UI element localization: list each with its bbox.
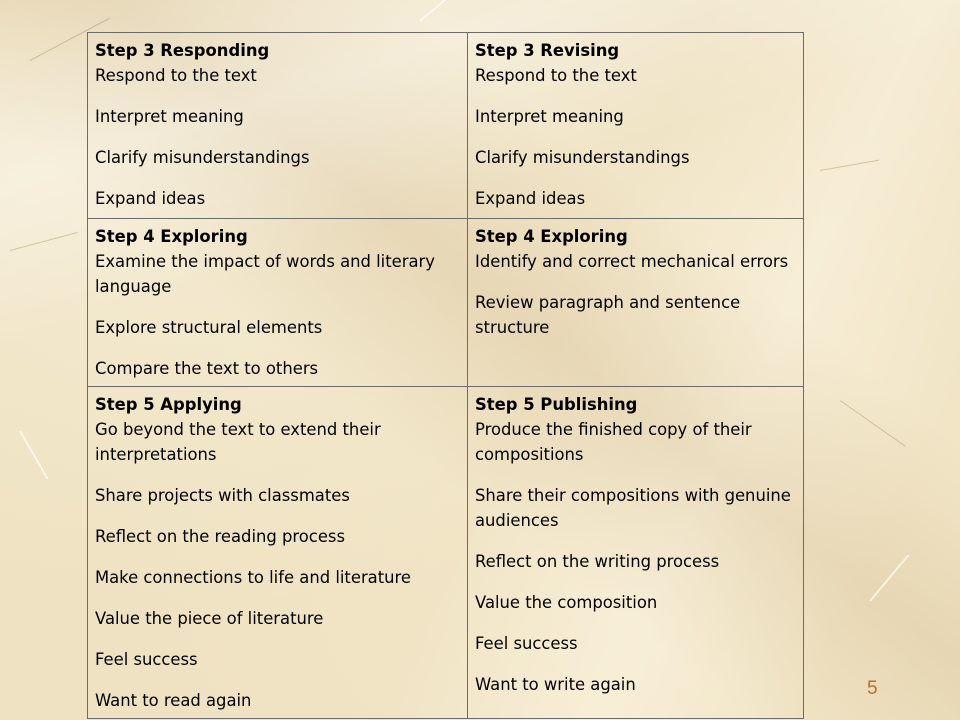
table-row — [88, 33, 804, 219]
comparison-table — [87, 32, 804, 719]
list-item: Respond to the text — [475, 66, 637, 85]
list-item: Want to write again — [475, 675, 636, 694]
cell-heading: Step 4 Exploring — [95, 227, 248, 246]
list-item: Review paragraph and sentence structure — [475, 293, 741, 337]
cell-heading: Step 3 Revising — [475, 41, 620, 60]
list-item: Respond to the text — [95, 66, 257, 85]
cell-heading: Step 5 Publishing — [475, 395, 638, 414]
paper-fiber — [869, 554, 909, 601]
list-item: Share their compositions with genuine audiences — [475, 486, 791, 530]
list-item: Interpret meaning — [475, 107, 624, 126]
table-cell-reading — [88, 33, 468, 219]
list-item: Share projects with classmates — [95, 486, 350, 505]
cell-heading: Step 4 Exploring — [475, 227, 628, 246]
list-item: Reflect on the writing process — [475, 552, 720, 571]
list-item: Value the composition — [475, 593, 658, 612]
list-item: Feel success — [95, 650, 198, 669]
list-item: Produce the finished copy of their compositions — [475, 420, 752, 464]
list-item: Compare the text to others — [95, 359, 319, 378]
paper-fiber — [820, 160, 879, 171]
list-item: Feel success — [475, 634, 578, 653]
list-item: Examine the impact of words and literary language — [95, 252, 435, 296]
paper-fiber — [419, 0, 474, 22]
list-item: Go beyond the text to extend their interpretations — [95, 420, 381, 464]
table-cell-reading — [88, 219, 468, 387]
table-cell-writing — [468, 33, 804, 219]
list-item: Expand ideas — [95, 189, 206, 208]
table-cell-writing — [468, 387, 804, 719]
cell-heading: Step 5 Applying — [95, 395, 242, 414]
list-item: Expand ideas — [475, 189, 586, 208]
paper-fiber — [10, 232, 78, 251]
list-item: Explore structural elements — [95, 318, 323, 337]
list-item: Value the piece of literature — [95, 609, 324, 628]
list-item: Identify and correct mechanical errors — [475, 252, 789, 271]
slide-number: 5 — [867, 678, 878, 699]
list-item: Clarify misunderstandings — [475, 148, 690, 167]
list-item: Interpret meaning — [95, 107, 244, 126]
table-row — [88, 219, 804, 387]
paper-fiber — [840, 400, 906, 447]
table-cell-reading — [88, 387, 468, 719]
table-row — [88, 387, 804, 719]
table-cell-writing — [468, 219, 804, 387]
paper-fiber — [19, 431, 48, 480]
list-item: Make connections to life and literature — [95, 568, 412, 587]
cell-heading: Step 3 Responding — [95, 41, 270, 60]
list-item: Reflect on the reading process — [95, 527, 345, 546]
list-item: Want to read again — [95, 691, 252, 710]
list-item: Clarify misunderstandings — [95, 148, 310, 167]
